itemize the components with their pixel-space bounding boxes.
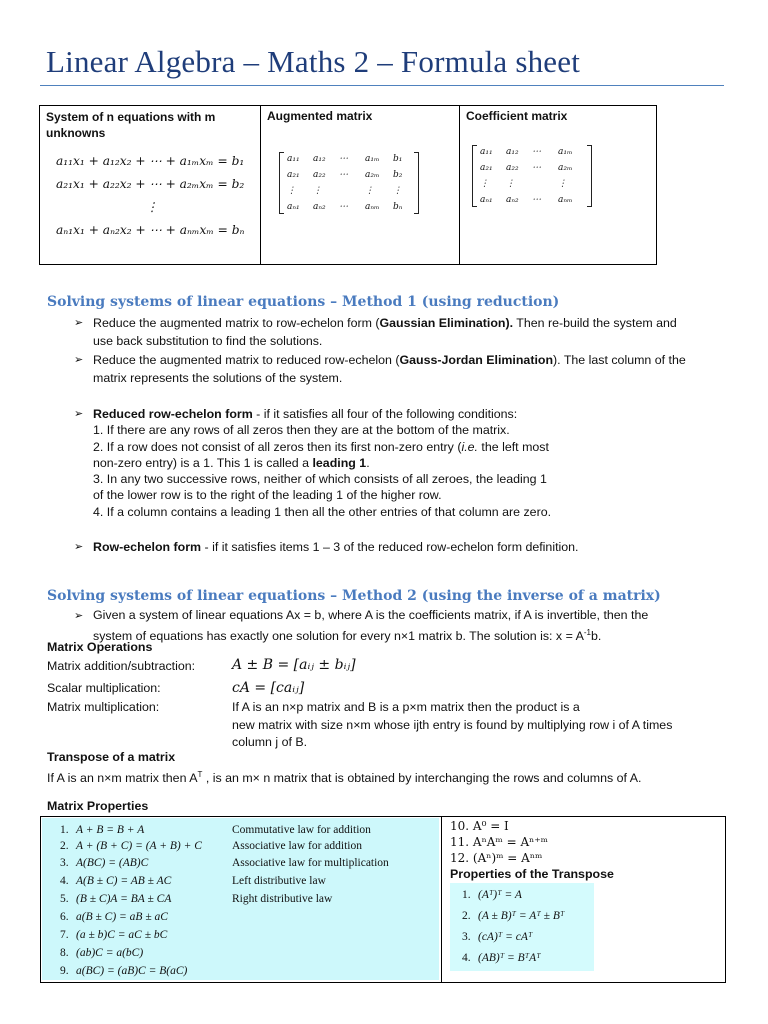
coefficient-cell <box>460 106 657 265</box>
text: Reduce the augmented matrix to row-echelon form ( <box>93 316 380 330</box>
property-formula: (A ± B)ᵀ = Aᵀ ± Bᵀ <box>478 910 565 922</box>
property-number: 4. <box>462 952 471 964</box>
page-title: Linear Algebra – Maths 2 – Formula sheet <box>46 44 581 79</box>
matrix-entry: ⋯ <box>532 163 541 173</box>
multiplication-label: Matrix multiplication: <box>47 700 160 714</box>
property-number: 6. <box>60 911 69 923</box>
bold-text: Reduced row-echelon form <box>93 407 253 421</box>
arrow-bullet-icon: ➢ <box>74 408 84 420</box>
augmented-cell <box>261 106 460 265</box>
method2-heading: Solving systems of linear equations – Method 2 (using the inverse of a matrix) <box>47 588 661 604</box>
matrix-entry: ⋮ <box>480 179 489 189</box>
rref-definition <box>74 406 551 520</box>
text: Then re-build the system and <box>513 316 677 330</box>
property-description: Left distributive law <box>232 875 326 887</box>
property-description: Associative law for addition <box>232 840 362 852</box>
scalar-label: Scalar multiplication: <box>47 681 161 695</box>
matrix-entry: a₁₁ <box>287 154 300 164</box>
text: 2. If a row does not consist of all zeros then its first non-zero entry ( <box>93 439 462 454</box>
augmented-header: Augmented matrix <box>267 109 373 123</box>
equation-row: ⋮ <box>146 200 159 214</box>
bold-text: Gauss-Jordan Elimination <box>399 353 554 367</box>
matrix-entry: a₂₂ <box>313 170 326 180</box>
ref-definition <box>74 538 579 556</box>
property-number: 4. <box>60 875 69 887</box>
matrix-entry: a₁₁ <box>480 147 493 157</box>
matrix-entry: aₙₘ <box>558 195 573 205</box>
matrix-entry: aₙₘ <box>365 202 380 212</box>
property-number: 8. <box>60 947 69 959</box>
bold-text: Gaussian Elimination). <box>379 316 514 330</box>
text: Reduce the augmented matrix to reduced row-echelon ( <box>93 353 400 367</box>
property-number: 2. <box>462 910 471 922</box>
matrix-entry: ⋮ <box>558 179 567 189</box>
property-formula: (ab)C = a(bC) <box>76 947 144 959</box>
property-number: 3. <box>462 931 471 943</box>
addition-formula: A ± B = [aᵢⱼ ± bᵢⱼ] <box>232 657 356 673</box>
matrix-entry: ⋯ <box>532 195 541 205</box>
property-number: 1. <box>60 824 69 836</box>
property-number: 3. <box>60 857 69 869</box>
text: If A is an n×m matrix then A <box>47 771 198 786</box>
bold-text: Row-echelon form <box>93 540 202 554</box>
equations-table <box>39 105 657 265</box>
text: ). The last column of the <box>553 353 686 367</box>
matrix-entry: ⋯ <box>532 147 541 157</box>
matrix-entry: aₙ₁ <box>287 202 300 212</box>
properties-table <box>40 816 726 983</box>
matrix-entry: ⋯ <box>339 154 348 164</box>
matrix-entry: a₁ₘ <box>558 147 573 157</box>
condition-3: 3. In any two successive rows, neither of which consists of all zeroes, the leading 1 <box>93 472 547 487</box>
text: - if it satisfies items 1 – 3 of the reduced row-echelon form definition. <box>201 540 579 554</box>
right-bracket <box>587 145 592 207</box>
condition-1: 1. If there are any rows of all zeros then they are at the bottom of the matrix. <box>93 423 510 438</box>
method2-bullet <box>74 607 648 645</box>
transpose-text <box>47 766 641 787</box>
matrix-entry: b₁ <box>393 154 403 164</box>
matrix-entry: aₙ₂ <box>313 202 326 212</box>
matrix-entry: ⋮ <box>287 186 296 196</box>
equation-row: a₁₁x₁ + a₁₂x₂ + ⋯ + a₁ₘxₘ = b₁ <box>56 154 245 168</box>
matrix-entry: ⋮ <box>393 186 402 196</box>
italic-text: i.e. <box>461 439 478 454</box>
matrix-entry: a₂₁ <box>480 163 493 173</box>
operations-heading: Matrix Operations <box>47 640 153 654</box>
text: Given a system of linear equations Ax = b, where A is the coefficients matrix, if A is invertible, then the <box>93 608 649 622</box>
coefficient-header: Coefficient matrix <box>466 109 568 123</box>
superscript: T <box>197 770 203 779</box>
bold-text: leading 1 <box>312 455 367 470</box>
properties-heading: Matrix Properties <box>47 799 149 813</box>
transpose-properties-cell <box>450 883 594 971</box>
column-divider <box>441 817 442 982</box>
arrow-bullet-icon: ➢ <box>74 317 84 329</box>
matrix-entry <box>339 186 365 196</box>
property-formula: (cA)ᵀ = cAᵀ <box>478 931 533 943</box>
property-formula: A + (B + C) = (A + B) + C <box>76 840 202 852</box>
text: , is an m× n matrix that is obtained by interchanging the rows and columns of A. <box>202 771 642 786</box>
matrix-entry: bₙ <box>393 202 403 212</box>
method1-bullet-2 <box>74 351 686 387</box>
system-header-line1: System of n equations with m <box>46 110 216 124</box>
matrix-entry: b₂ <box>393 170 403 180</box>
system-header-line2: unknowns <box>46 126 106 140</box>
property-formula: (B ± C)A = BA ± CA <box>76 893 172 905</box>
property-number: 1. <box>462 889 471 901</box>
matrix-entry: a₁₂ <box>313 154 326 164</box>
transpose-properties-heading: Properties of the Transpose <box>450 867 614 881</box>
matrix-entry: a₂₂ <box>506 163 519 173</box>
matrix-entry: a₂ₘ <box>558 163 573 173</box>
property-description: Right distributive law <box>232 893 333 905</box>
text: matrix represents the solutions of the system. <box>93 371 343 385</box>
condition-3-cont: of the lower row is to the right of the leading 1 of the higher row. <box>93 488 442 503</box>
equation-row: a₂₁x₁ + a₂₂x₂ + ⋯ + a₂ₘxₘ = b₂ <box>56 177 245 191</box>
system-cell <box>40 106 261 265</box>
augmented-matrix <box>279 152 453 214</box>
text: - if it satisfies all four of the following conditions: <box>252 407 518 421</box>
property-formula: a(B ± C) = aB ± aC <box>76 911 168 923</box>
method1-bullet-1 <box>74 314 677 350</box>
property-number: 7. <box>60 929 69 941</box>
property-formula: (Aᵀ)ᵀ = A <box>478 889 522 901</box>
equation-row: aₙ₁x₁ + aₙ₂x₂ + ⋯ + aₙₘxₘ = bₙ <box>56 223 245 237</box>
equation-list <box>56 150 254 242</box>
matrix-entry: aₙ₁ <box>480 195 493 205</box>
matrix-entry: a₁ₘ <box>365 154 380 164</box>
text: use back substitution to find the solutions. <box>93 334 323 348</box>
text: . <box>366 455 370 470</box>
property-12: 12. (Aⁿ)ᵐ = Aⁿᵐ <box>450 851 543 865</box>
property-number: 2. <box>60 840 69 852</box>
property-formula: A + B = B + A <box>76 824 145 836</box>
text: system of equations has exactly one solution for every n×1 matrix b. The solution is: x = A <box>93 629 584 644</box>
matrix-entry: ⋮ <box>506 179 515 189</box>
title-divider <box>40 85 724 86</box>
property-formula: (a ± b)C = aC ± bC <box>76 929 168 941</box>
property-description: Commutative law for addition <box>232 824 371 836</box>
arrow-bullet-icon: ➢ <box>74 541 84 553</box>
text: non-zero entry) is a 1. This 1 is called a <box>93 455 313 470</box>
multiplication-line-1: If A is an n×p matrix and B is a p×m matrix then the product is a <box>232 700 580 714</box>
exponent-properties <box>450 818 614 882</box>
matrix-entry: a₁₂ <box>506 147 519 157</box>
matrix-entry: ⋮ <box>313 186 322 196</box>
matrix-entry: aₙ₂ <box>506 195 519 205</box>
superscript: -1 <box>583 628 591 637</box>
properties-left-cell <box>42 818 439 980</box>
condition-4: 4. If a column contains a leading 1 then all the other entries of that column are zero. <box>93 504 552 519</box>
property-formula: a(BC) = (aB)C = B(aC) <box>76 965 188 977</box>
method1-heading: Solving systems of linear equations – Method 1 (using reduction) <box>47 294 560 310</box>
matrix-entry: ⋯ <box>339 202 348 212</box>
property-number: 9. <box>60 965 69 977</box>
property-description: Associative law for multiplication <box>232 857 389 869</box>
multiplication-line-3: column j of B. <box>232 735 308 749</box>
text: b. <box>590 629 602 644</box>
coefficient-matrix <box>472 145 650 207</box>
matrix-entry: ⋮ <box>365 186 374 196</box>
matrix-entry: ⋯ <box>339 170 348 180</box>
matrix-entry: a₂ₘ <box>365 170 380 180</box>
arrow-bullet-icon: ➢ <box>74 354 84 366</box>
property-number: 5. <box>60 893 69 905</box>
multiplication-line-2: new matrix with size n×m whose ijth entry is found by multiplying row i of A times <box>232 718 673 732</box>
matrix-entry <box>532 179 558 189</box>
addition-label: Matrix addition/subtraction: <box>47 659 196 673</box>
scalar-formula: cA = [caᵢⱼ] <box>232 680 305 696</box>
property-11: 11. AⁿAᵐ = Aⁿ⁺ᵐ <box>450 835 549 849</box>
property-10: 10. A⁰ = I <box>450 819 509 833</box>
arrow-bullet-icon: ➢ <box>74 610 84 622</box>
matrix-entry: a₂₁ <box>287 170 300 180</box>
property-formula: A(BC) = (AB)C <box>76 857 149 869</box>
property-formula: A(B ± C) = AB ± AC <box>76 875 172 887</box>
text: the left most <box>477 439 549 454</box>
right-bracket <box>414 152 419 214</box>
transpose-heading: Transpose of a matrix <box>47 750 176 764</box>
property-formula: (AB)ᵀ = BᵀAᵀ <box>478 952 541 964</box>
